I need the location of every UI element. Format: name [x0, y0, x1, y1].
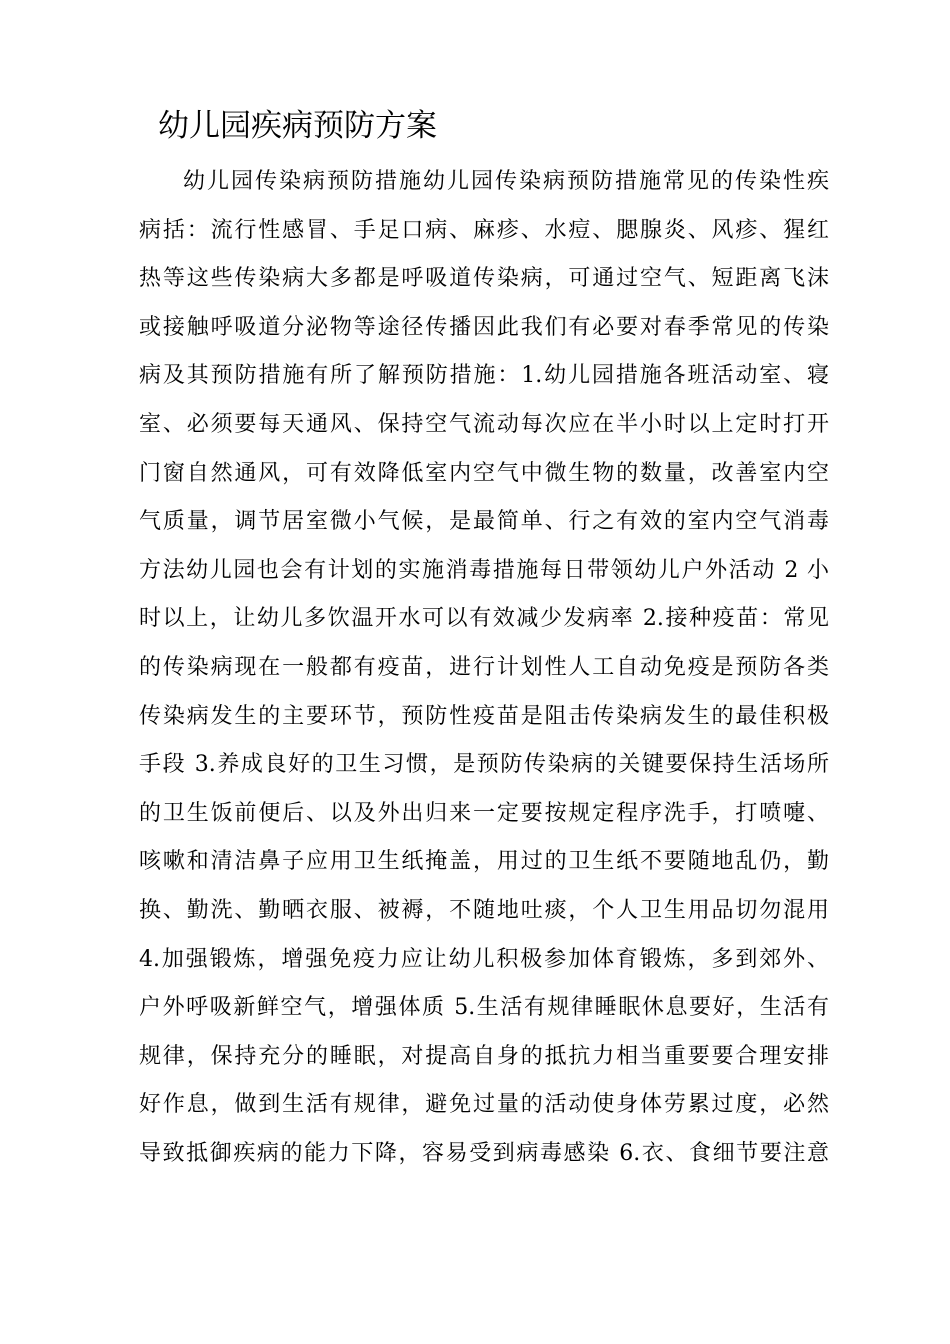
body-line: 室、必须要每天通风、保持空气流动每次应在半小时以上定时打开 — [139, 411, 829, 437]
body-line: 气质量，调节居室微小气候，是最简单、行之有效的室内空气消毒 — [139, 509, 829, 535]
body-line: 规律，保持充分的睡眠，对提高自身的抵抗力相当重要要合理安排 — [139, 1043, 829, 1069]
body-line: 时以上，让幼儿多饮温开水可以有效减少发病率 2.接种疫苗：常见 — [139, 606, 829, 632]
body-line: 病及其预防措施有所了解预防措施：1.幼儿园措施各班活动室、寝 — [139, 363, 829, 389]
body-line: 病括：流行性感冒、手足口病、麻疹、水痘、腮腺炎、风疹、猩红 — [139, 217, 829, 243]
body-line: 换、勤洗、勤晒衣服、被褥，不随地吐痰，个人卫生用品切勿混用 — [139, 897, 829, 923]
body-line: 导致抵御疾病的能力下降，容易受到病毒感染 6.衣、食细节要注意 — [139, 1140, 829, 1166]
body-line: 热等这些传染病大多都是呼吸道传染病，可通过空气、短距离飞沫 — [139, 266, 829, 292]
body-line: 的传染病现在一般都有疫苗，进行计划性人工自动免疫是预防各类 — [139, 654, 829, 680]
document-body — [139, 158, 829, 1178]
body-line: 或接触呼吸道分泌物等途径传播因此我们有必要对春季常见的传染 — [139, 314, 829, 340]
body-line: 的卫生饭前便后、以及外出归来一定要按规定程序洗手，打喷嚏、 — [139, 800, 829, 826]
body-line: 传染病发生的主要环节，预防性疫苗是阻击传染病发生的最佳积极 — [139, 703, 829, 729]
body-line: 好作息，做到生活有规律，避免过量的活动使身体劳累过度，必然 — [139, 1092, 829, 1118]
body-line: 户外呼吸新鲜空气，增强体质 5.生活有规律睡眠休息要好，生活有 — [139, 995, 829, 1021]
body-line: 4.加强锻炼，增强免疫力应让幼儿积极参加体育锻炼，多到郊外、 — [139, 946, 829, 972]
body-line: 方法幼儿园也会有计划的实施消毒措施每日带领幼儿户外活动 2 小 — [139, 557, 829, 583]
body-line: 门窗自然通风，可有效降低室内空气中微生物的数量，改善室内空 — [139, 460, 829, 486]
document-title: 幼儿园疾病预防方案 — [158, 108, 437, 144]
body-line: 幼儿园传染病预防措施幼儿园传染病预防措施常见的传染性疾 — [183, 169, 829, 194]
body-line: 手段 3.养成良好的卫生习惯，是预防传染病的关键要保持生活场所 — [139, 752, 829, 778]
body-line: 咳嗽和清洁鼻子应用卫生纸掩盖，用过的卫生纸不要随地乱仍，勤 — [139, 849, 829, 875]
